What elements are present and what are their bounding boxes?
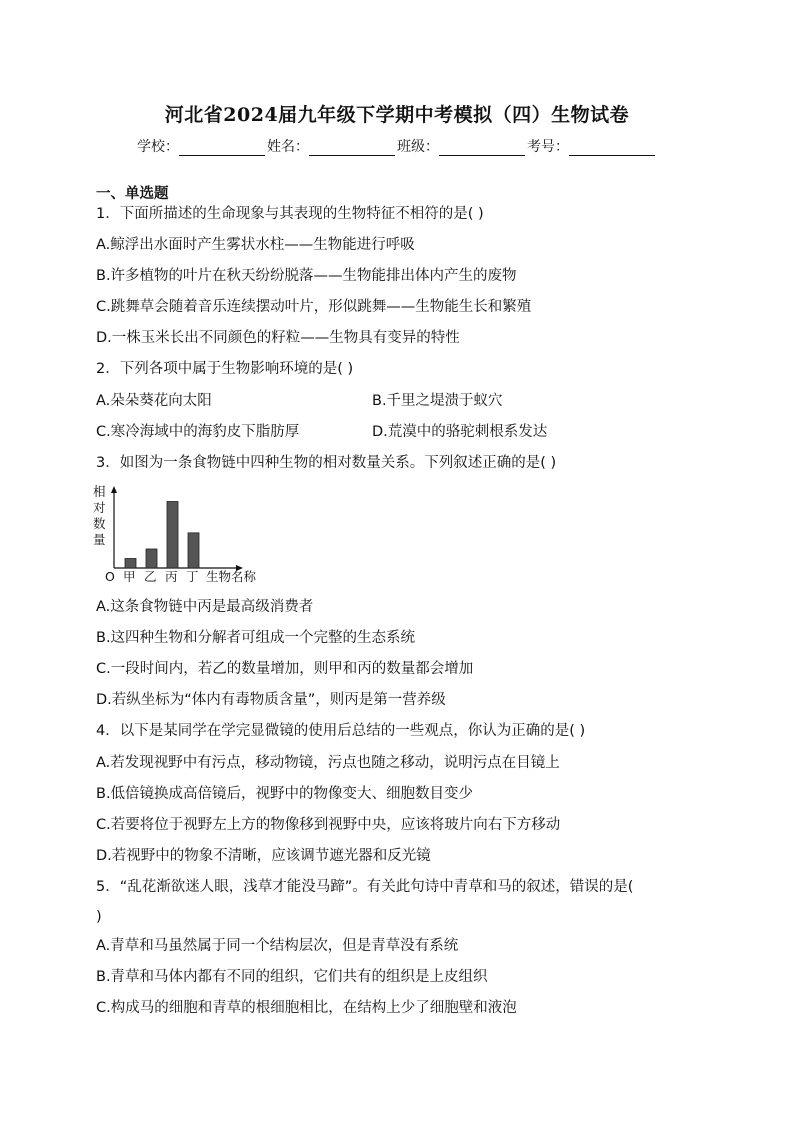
x-tick-label: 丁: [186, 569, 199, 584]
student-info-row: [0, 136, 794, 156]
q2-option-d: D.荒漠中的骆驼刺根系发达: [372, 424, 548, 440]
number-label: 考号：: [527, 139, 569, 155]
class-label: 班级：: [397, 139, 439, 155]
q3-option-a: A.这条食物链中丙是最高级消费者: [96, 599, 314, 615]
class-blank[interactable]: [439, 141, 525, 156]
y-axis-label: [93, 484, 106, 547]
y-axis-arrow: [111, 486, 117, 493]
q1-option-c: C.跳舞草会随着音乐连续摆动叶片，形似跳舞——生物能生长和繁殖: [96, 299, 532, 315]
x-tick-label: 丙: [165, 569, 178, 584]
bar-3: [167, 502, 178, 569]
q1-option-b: B.许多植物的叶片在秋天纷纷脱落——生物能排出体内产生的废物: [96, 268, 517, 284]
q4-option-b: B.低倍镜换成高倍镜后，视野中的物像变大、细胞数目变少: [96, 786, 474, 802]
q1-stem: 1．下面所描述的生命现象与其表现的生物特征不相符的是( ): [96, 206, 484, 222]
bar-4: [188, 533, 199, 568]
q4-option-a: A.若发现视野中有污点，移动物镜，污点也随之移动，说明污点在目镜上: [96, 755, 560, 771]
q3-option-d: D.若纵坐标为“体内有毒物质含量”，则丙是第一营养级: [96, 692, 446, 708]
y-axis-label-char: 数: [93, 516, 106, 531]
q5-option-b: B.青草和马体内都有不同的组织，它们共有的组织是上皮组织: [96, 969, 488, 985]
q4-stem: 4．以下是某同学在学完显微镜的使用后总结的一些观点，你认为正确的是( ): [96, 723, 586, 739]
bar-chart-svg: [93, 484, 273, 589]
q5-option-c: C.构成马的细胞和青草的根细胞相比，在结构上少了细胞壁和液泡: [96, 1000, 517, 1016]
x-tick-label: 乙: [144, 569, 157, 584]
y-axis-label-char: 量: [93, 532, 106, 547]
name-label: 姓名：: [267, 139, 309, 155]
bar-1: [125, 559, 136, 569]
q2-option-a: A.朵朵葵花向太阳: [96, 393, 212, 409]
school-label: 学校：: [137, 139, 179, 155]
bar-2: [146, 549, 157, 568]
q1-option-a: A.鲸浮出水面时产生雾状水柱——生物能进行呼吸: [96, 237, 415, 253]
q4-option-d: D.若视野中的物象不清晰，应该调节遮光器和反光镜: [96, 848, 431, 864]
x-axis-label: 生物名称: [206, 569, 257, 584]
q4-option-c: C.若要将位于视野左上方的物像移到视野中央，应该将玻片向右下方移动: [96, 817, 561, 833]
q1-option-d: D.一株玉米长出不同颜色的籽粒——生物具有变异的特性: [96, 330, 460, 346]
q3-option-b: B.这四种生物和分解者可组成一个完整的生态系统: [96, 630, 416, 646]
q3-stem: 3．如图为一条食物链中四种生物的相对数量关系。下列叙述正确的是( ): [96, 455, 557, 471]
q5-stem: 5．“乱花渐欲迷人眼，浅草才能没马蹄”。有关此句诗中青草和马的叙述，错误的是(: [96, 879, 634, 895]
q2-option-b: B.千里之堤溃于蚁穴: [372, 393, 503, 409]
q5-option-a: A.青草和马虽然属于同一个结构层次，但是青草没有系统: [96, 938, 459, 954]
q2-stem: 2．下列各项中属于生物影响环境的是( ): [96, 361, 354, 377]
q3-option-c: C.一段时间内，若乙的数量增加，则甲和丙的数量都会增加: [96, 661, 474, 677]
y-axis-label-char: 相: [93, 484, 106, 499]
origin-label: O: [105, 569, 115, 584]
x-tick-label: 甲: [123, 569, 136, 584]
q5-stem-continued: ): [96, 909, 102, 925]
number-blank[interactable]: [569, 141, 655, 156]
bar-chart: [93, 484, 273, 589]
y-axis-label-char: 对: [93, 500, 106, 515]
name-blank[interactable]: [309, 141, 395, 156]
q2-option-c: C.寒冷海域中的海豹皮下脂肪厚: [96, 424, 300, 440]
page-title: 河北省2024届九年级下学期中考模拟（四）生物试卷: [164, 104, 630, 126]
school-blank[interactable]: [179, 141, 265, 156]
section-title: 一、单选题: [96, 186, 169, 202]
